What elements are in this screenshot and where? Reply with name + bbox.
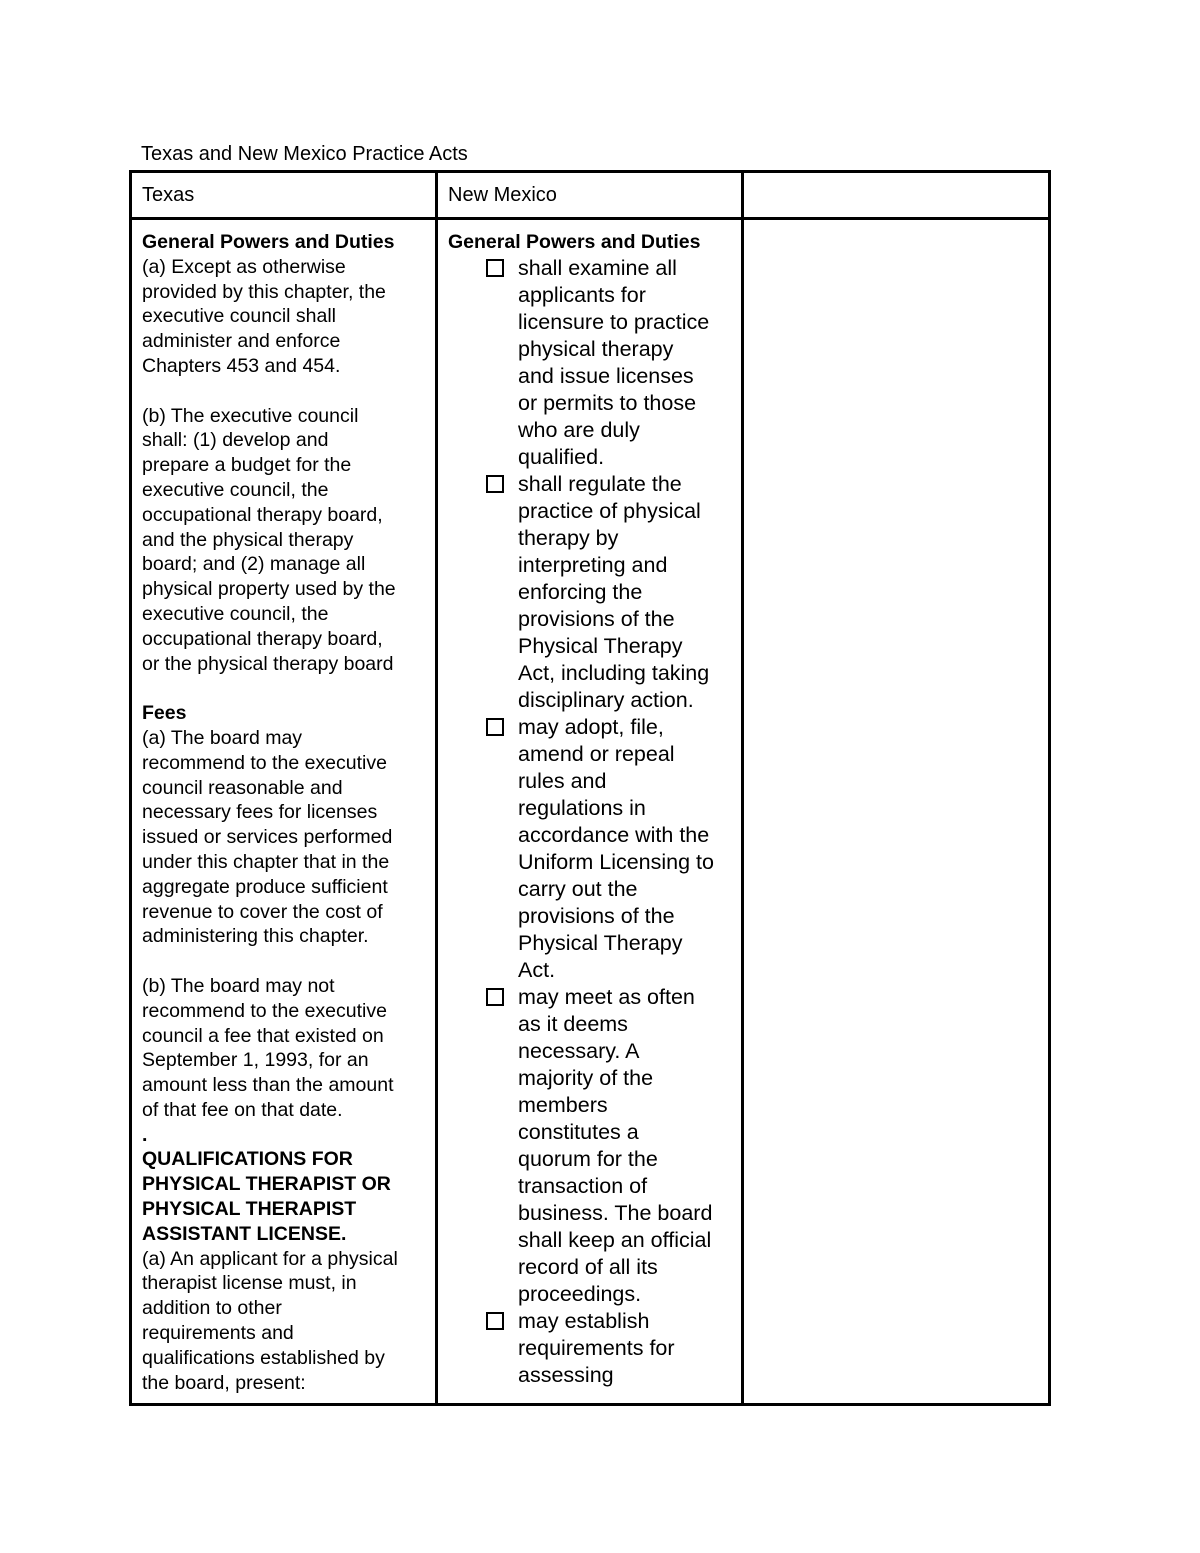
- list-item: shall examine all applicants for licensure to practice physical therapy and issue licenses or permits to those who are duly qualified.: [448, 255, 733, 471]
- body-row: [131, 219, 1050, 1405]
- texas-fees-a: (a) The board may recommend to the executive council reasonable and necessary fees for licenses issued or services performed under this chapter that in the aggregate produce sufficient revenue to cover the cost of administering this chapter.: [142, 726, 393, 948]
- list-item: may establish requirements for assessing: [448, 1308, 733, 1389]
- header-new-mexico: New Mexico: [448, 184, 557, 206]
- practice-acts-table: [129, 170, 1051, 1406]
- new-mexico-heading: General Powers and Duties: [448, 231, 701, 253]
- texas-general-a: (a) Except as otherwise provided by this chapter, the executive council shall administer and enforce Chapters 453 and 454.: [142, 255, 386, 377]
- header-row: [131, 172, 1050, 219]
- list-item: may adopt, file, amend or repeal rules and regulations in accordance with the Uniform Licensing to carry out the provisions of the Physical Therapy Act.: [448, 714, 733, 984]
- new-mexico-cell: [437, 219, 743, 1405]
- header-blank: [744, 173, 1048, 183]
- texas-fees-heading: Fees: [142, 702, 187, 725]
- new-mexico-list: [448, 255, 733, 1389]
- texas-qualifications-a: (a) An applicant for a physical therapist license must, in addition to other requirements and qualifications established by the board, present:: [142, 1247, 398, 1394]
- list-item: shall regulate the practice of physical therapy by interpreting and enforcing the provisions of the Physical Therapy Act, including taking disciplinary action.: [448, 471, 733, 714]
- header-texas: Texas: [142, 184, 195, 206]
- header-cell-texas: [131, 172, 437, 219]
- checkbox-bullet-icon: [486, 259, 504, 277]
- blank-cell: [743, 219, 1050, 1405]
- header-cell-blank: [743, 172, 1050, 219]
- checkbox-bullet-icon: [486, 718, 504, 736]
- checkbox-bullet-icon: [486, 988, 504, 1006]
- list-item: may meet as often as it deems necessary. A majority of the members constitutes a quorum for the transaction of business. The board shall keep an official record of all its proceedings.: [448, 984, 733, 1308]
- checkbox-bullet-icon: [486, 1312, 504, 1330]
- texas-fees-b: (b) The board may not recommend to the executive council a fee that existed on September 1, 1993, for an amount less than the amount of that fee on that date.: [142, 974, 394, 1121]
- texas-general-heading: General Powers and Duties: [142, 231, 395, 253]
- header-cell-new-mexico: [437, 172, 743, 219]
- texas-dot: .: [142, 1123, 148, 1146]
- texas-cell: [131, 219, 437, 1405]
- texas-general-b: (b) The executive council shall: (1) develop and prepare a budget for the executive council, the occupational therapy board, and the physical therapy board; and (2) manage all physical property used by the executive council, the occupational therapy board, or the physical therapy board: [142, 404, 396, 675]
- texas-qualifications-heading: QUALIFICATIONS FOR PHYSICAL THERAPIST OR PHYSICAL THERAPIST ASSISTANT LICENSE.: [142, 1148, 391, 1245]
- document-title: Texas and New Mexico Practice Acts: [141, 143, 468, 165]
- checkbox-bullet-icon: [486, 475, 504, 493]
